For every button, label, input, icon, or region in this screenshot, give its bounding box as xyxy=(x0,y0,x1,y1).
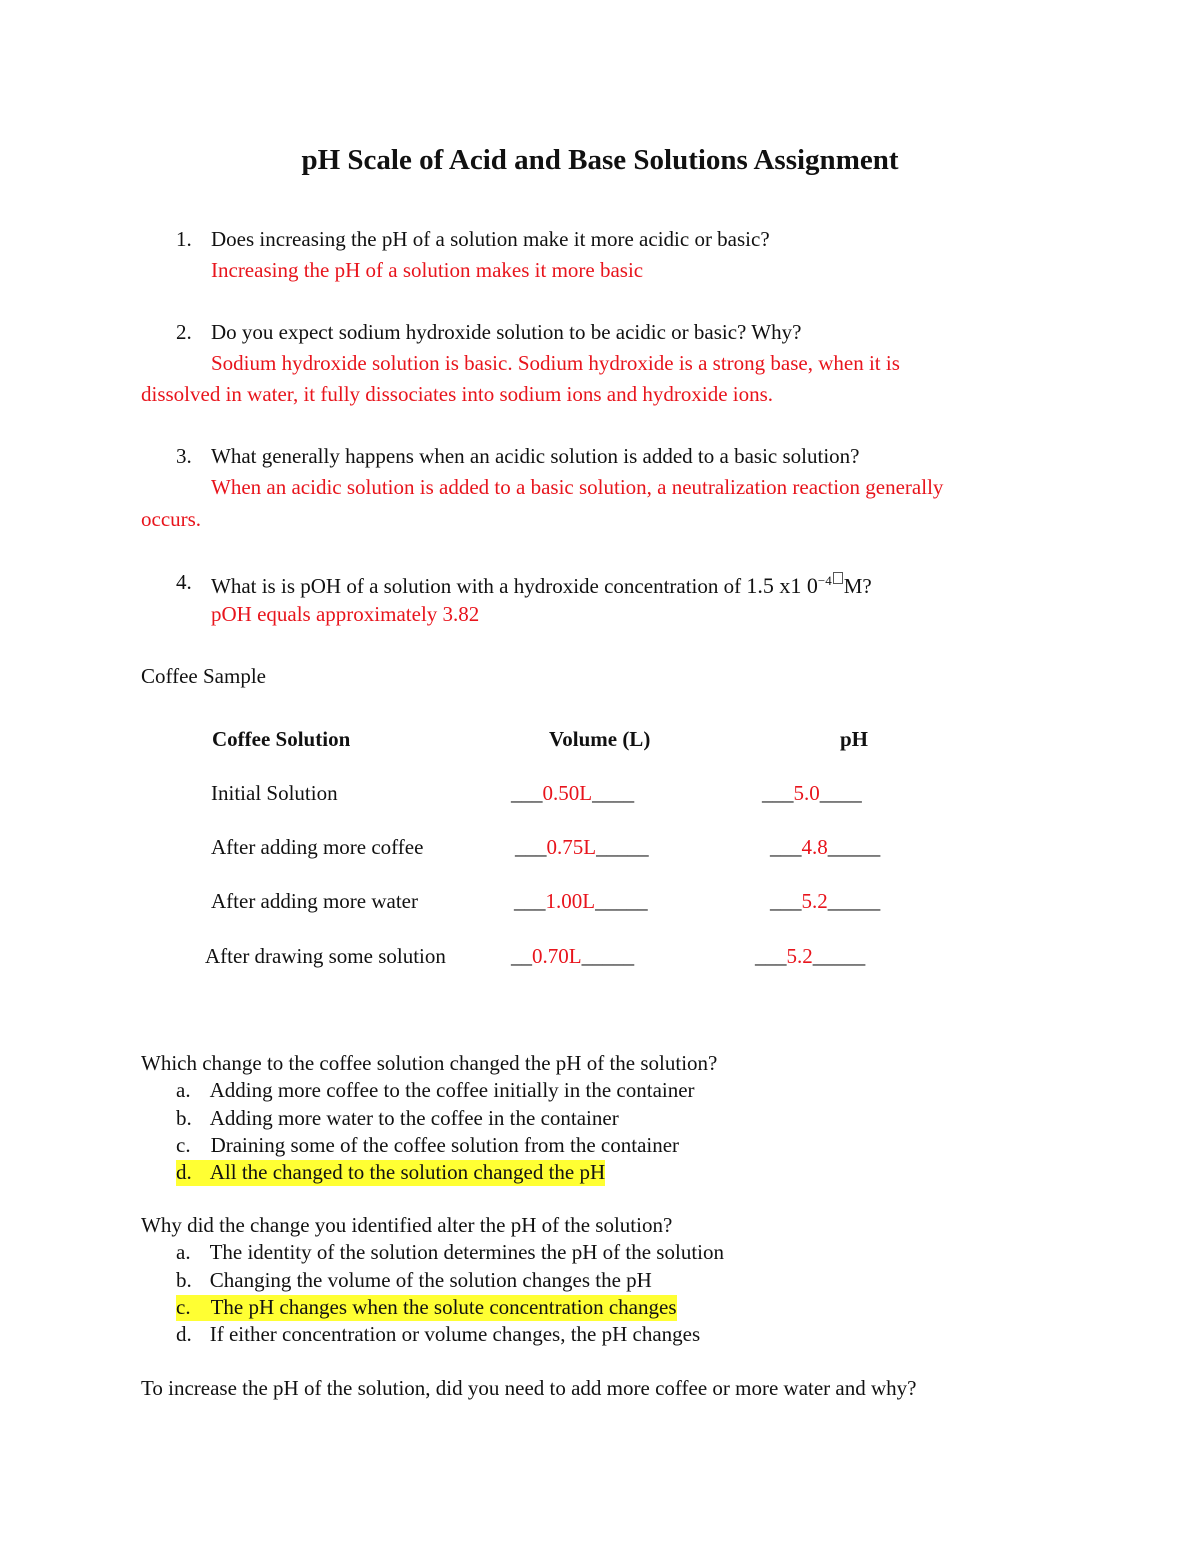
row-3-volume: ___1.00L_____ xyxy=(514,889,648,913)
mc2-question: Why did the change you identified alter the pH of the solution? xyxy=(141,1213,673,1237)
row-4-volume: __0.70L_____ xyxy=(511,944,635,968)
row-1-label: Initial Solution xyxy=(211,781,338,805)
mc2-option-c-selected: c. The pH changes when the solute concentration changes xyxy=(176,1295,677,1319)
mc2-option-a: a. The identity of the solution determines the pH of the solution xyxy=(176,1240,724,1264)
row-1-ph: ___5.0____ xyxy=(762,781,862,805)
question-3-text: What generally happens when an acidic solution is added to a basic solution? xyxy=(211,444,860,468)
answer-4-line-1: pOH equals approximately 3.82 xyxy=(211,602,480,626)
answer-2-line-2: dissolved in water, it fully dissociates into sodium ions and hydroxide ions. xyxy=(141,382,774,406)
question-3-number: 3. xyxy=(176,444,192,468)
question-2-text: Do you expect sodium hydroxide solution to be acidic or basic? Why? xyxy=(211,320,802,344)
mc1-question: Which change to the coffee solution changed the pH of the solution? xyxy=(141,1051,718,1075)
formula-base: 1.5 x1 0 xyxy=(746,573,818,598)
missing-glyph-icon xyxy=(833,572,843,584)
coffee-sample-heading: Coffee Sample xyxy=(141,664,266,688)
row-4-label: After drawing some solution xyxy=(205,944,446,968)
page-title: pH Scale of Acid and Base Solutions Assignment xyxy=(301,144,899,176)
answer-3-line-1: When an acidic solution is added to a basic solution, a neutralization reaction generally xyxy=(211,475,944,499)
question-4-text-after: M? xyxy=(843,574,872,598)
row-2-volume: ___0.75L_____ xyxy=(515,835,649,859)
mc1-option-d-selected: d. All the changed to the solution changed the pH xyxy=(176,1160,606,1184)
row-3-ph: ___5.2_____ xyxy=(770,889,881,913)
col-header-ph: pH xyxy=(840,727,869,751)
answer-3-line-2: occurs. xyxy=(141,507,202,531)
question-2-number: 2. xyxy=(176,320,192,344)
mc1-option-c: c. Draining some of the coffee solution from the container xyxy=(176,1133,680,1157)
row-1-volume: ___0.50L____ xyxy=(511,781,635,805)
final-question: To increase the pH of the solution, did you need to add more coffee or more water and why? xyxy=(141,1376,917,1400)
answer-1-line-1: Increasing the pH of a solution makes it more basic xyxy=(211,258,644,282)
col-header-volume: Volume (L) xyxy=(549,727,651,751)
formula-exponent: −4 xyxy=(817,573,832,588)
question-1-number: 1. xyxy=(176,227,192,251)
row-3-label: After adding more water xyxy=(211,889,418,913)
question-4-number: 4. xyxy=(176,570,192,594)
answer-2-line-1: Sodium hydroxide solution is basic. Sodium hydroxide is a strong base, when it is xyxy=(211,351,900,375)
mc2-option-b: b. Changing the volume of the solution changes the pH xyxy=(176,1268,652,1292)
question-1-text: Does increasing the pH of a solution make it more acidic or basic? xyxy=(211,227,770,251)
mc2-option-d: d. If either concentration or volume changes, the pH changes xyxy=(176,1322,701,1346)
row-4-ph: ___5.2_____ xyxy=(755,944,866,968)
mc1-option-b: b. Adding more water to the coffee in the container xyxy=(176,1106,619,1130)
question-4-text-before: What is is pOH of a solution with a hydroxide concentration of xyxy=(211,574,747,598)
col-header-solution: Coffee Solution xyxy=(212,727,351,751)
row-2-label: After adding more coffee xyxy=(211,835,424,859)
row-2-ph: ___4.8_____ xyxy=(770,835,881,859)
mc1-option-a: a. Adding more coffee to the coffee initially in the container xyxy=(176,1078,695,1102)
question-4-text xyxy=(211,572,872,597)
